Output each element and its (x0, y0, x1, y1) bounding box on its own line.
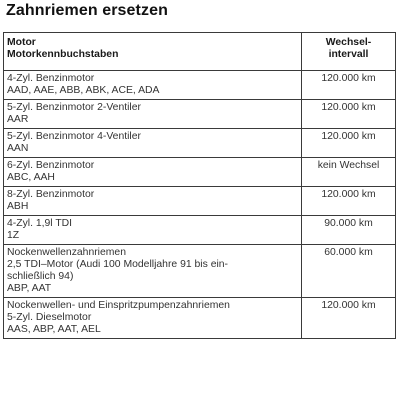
engine-line: ABH (7, 201, 29, 212)
engine-cell (4, 298, 302, 339)
engine-line: ABP, AAT (7, 283, 52, 294)
table-row (4, 100, 396, 129)
table-row (4, 216, 396, 245)
header-interval-line: Wechsel- (325, 37, 372, 48)
interval-cell: kein Wechsel (302, 158, 396, 187)
interval-cell: 120.000 km (302, 100, 396, 129)
engine-line: AAS, ABP, AAT, AEL (7, 324, 101, 335)
engine-line: 5-Zyl. Benzinmotor 4-Ventiler (7, 131, 141, 142)
interval-cell: 120.000 km (302, 187, 396, 216)
engine-cell (4, 187, 302, 216)
table-row (4, 129, 396, 158)
engine-line: 6-Zyl. Benzinmotor (7, 160, 95, 171)
header-engine-line: Motor (7, 37, 36, 48)
engine-line: 5-Zyl. Benzinmotor 2-Ventiler (7, 102, 141, 113)
engine-line: 4-Zyl. Benzinmotor (7, 73, 95, 84)
interval-cell: 120.000 km (302, 298, 396, 339)
interval-cell: 120.000 km (302, 71, 396, 100)
engine-line: AAD, AAE, ABB, ABK, ACE, ADA (7, 85, 160, 96)
table-row (4, 245, 396, 298)
engine-cell (4, 158, 302, 187)
engine-line: 5-Zyl. Dieselmotor (7, 312, 92, 323)
engine-line: Nockenwellen- und Einspritzpumpenzahnriemen (7, 300, 230, 311)
engine-line: AAR (7, 114, 29, 125)
header-engine (4, 33, 302, 71)
engine-line: schließlich 94) (7, 271, 74, 282)
engine-line: AAN (7, 143, 29, 154)
interval-cell: 60.000 km (302, 245, 396, 298)
maintenance-table (3, 32, 396, 339)
header-interval-line: intervall (328, 49, 369, 60)
table-row (4, 71, 396, 100)
table-row (4, 298, 396, 339)
engine-line: 8-Zyl. Benzinmotor (7, 189, 95, 200)
engine-line: ABC, AAH (7, 172, 55, 183)
interval-cell: 90.000 km (302, 216, 396, 245)
header-engine-line: Motorkennbuchstaben (7, 49, 119, 60)
engine-line: 1Z (7, 230, 20, 241)
engine-cell (4, 71, 302, 100)
interval-cell: 120.000 km (302, 129, 396, 158)
engine-cell (4, 216, 302, 245)
table-header-row (4, 33, 396, 71)
table-row (4, 187, 396, 216)
engine-line: 2,5 TDI–Motor (Audi 100 Modelljahre 91 bis ein- (7, 259, 229, 270)
table-row (4, 158, 396, 187)
engine-cell (4, 245, 302, 298)
page-title: Zahnriemen ersetzen (6, 2, 168, 19)
header-interval (302, 33, 396, 71)
engine-cell (4, 100, 302, 129)
engine-line: Nockenwellenzahnriemen (7, 247, 126, 258)
engine-cell (4, 129, 302, 158)
engine-line: 4-Zyl. 1,9l TDI (7, 218, 73, 229)
